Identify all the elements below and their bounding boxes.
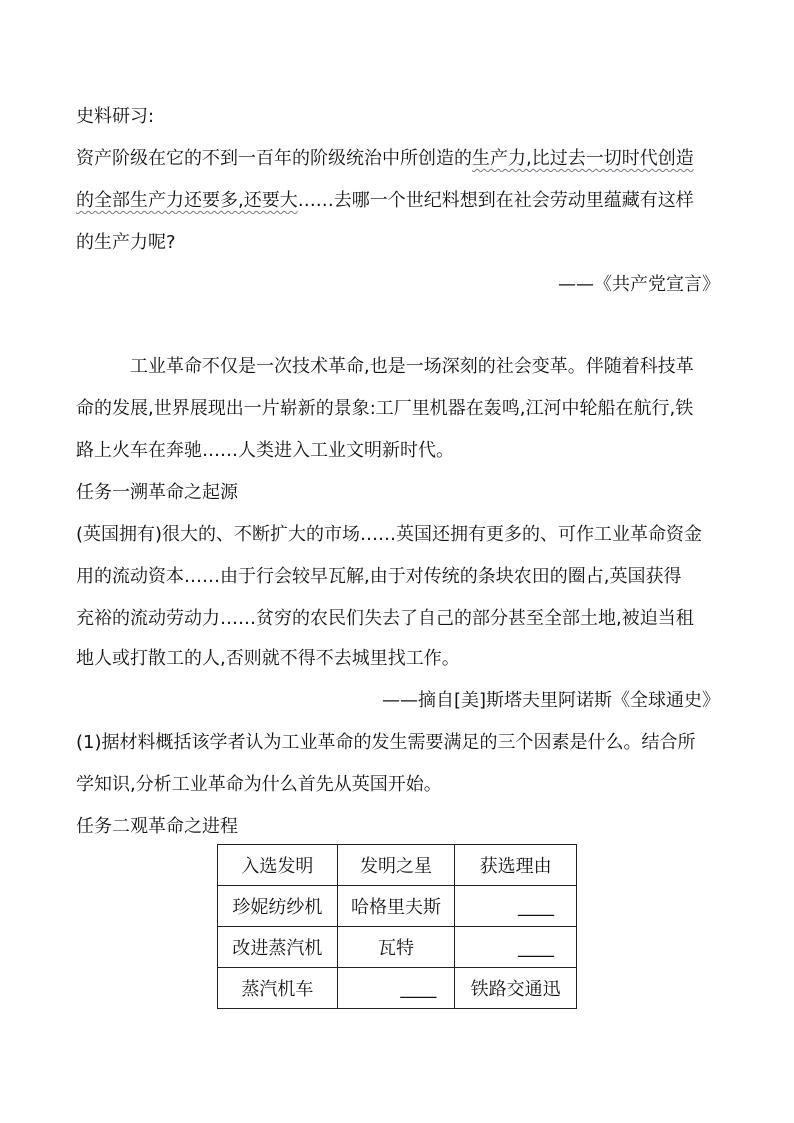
material-line-1-underlined: 生产力,比过去一切时代创造	[472, 148, 694, 169]
intro-line-1: 工业革命不仅是一次技术革命,也是一场深刻的社会变革。伴随着科技革	[130, 356, 694, 377]
task1-source: ——摘自[美]斯塔夫里阿诺斯《全球通史》	[381, 690, 720, 711]
table-row	[218, 968, 577, 1009]
task1-line-4: 地人或打散工的人,否则就不得不去城里找工作。	[76, 648, 460, 669]
material-source: ——《共产党宣言》	[558, 274, 720, 295]
material-line-1	[76, 146, 720, 172]
table-header-cell: 入选发明	[218, 845, 338, 886]
task1-title: 任务一溯革命之起源	[76, 482, 238, 503]
table-cell: 珍妮纺纱机	[218, 886, 338, 927]
material-line-1-plain: 资产阶级在它的不到一百年的阶级统治中所创造的	[76, 148, 472, 169]
task1-line-2: 用的流动资本……由于行会较早瓦解,由于对传统的条块农田的圈占,英国获得	[76, 566, 682, 587]
table-cell-blank: ____	[337, 968, 455, 1009]
inventions-table	[217, 844, 577, 1009]
table-row	[218, 927, 577, 968]
table-cell: 改进蒸汽机	[218, 927, 338, 968]
task1-line-1: (英国拥有)很大的、不断扩大的市场……英国还拥有更多的、可作工业革命资金	[76, 524, 703, 545]
material-line-2-underlined: 的全部生产力还要多,还要大	[76, 190, 298, 211]
table-cell: 瓦特	[337, 927, 455, 968]
material-heading: 史料研习:	[76, 106, 155, 127]
material-line-3: 的生产力呢?	[76, 232, 176, 253]
table-header-cell: 获选理由	[455, 845, 577, 886]
material-line-2	[76, 188, 720, 214]
intro-line-2: 命的发展,世界展现出一片崭新的景象:工厂里机器在轰鸣,江河中轮船在航行,铁	[76, 398, 694, 419]
material-line-2-plain: ……去哪一个世纪料想到在社会劳动里蕴藏有这样	[297, 190, 694, 211]
table-header-row	[218, 845, 577, 886]
intro-line-3: 路上火车在奔驰……人类进入工业文明新时代。	[76, 440, 454, 461]
table-header-cell: 发明之星	[337, 845, 455, 886]
table-cell: 蒸汽机车	[218, 968, 338, 1009]
table-cell: 哈格里夫斯	[337, 886, 455, 927]
task1-question-line-1: (1)据材料概括该学者认为工业革命的发生需要满足的三个因素是什么。结合所	[76, 732, 696, 753]
table-cell-blank: ____	[455, 927, 577, 968]
table-row	[218, 886, 577, 927]
task1-line-3: 充裕的流动劳动力……贫穷的农民们失去了自己的部分甚至全部土地,被迫当租	[76, 608, 694, 629]
table-cell: 铁路交通迅	[455, 968, 577, 1009]
task1-question-line-2: 学知识,分析工业革命为什么首先从英国开始。	[76, 774, 442, 795]
task2-title: 任务二观革命之进程	[76, 816, 238, 837]
table-cell-blank: ____	[455, 886, 577, 927]
